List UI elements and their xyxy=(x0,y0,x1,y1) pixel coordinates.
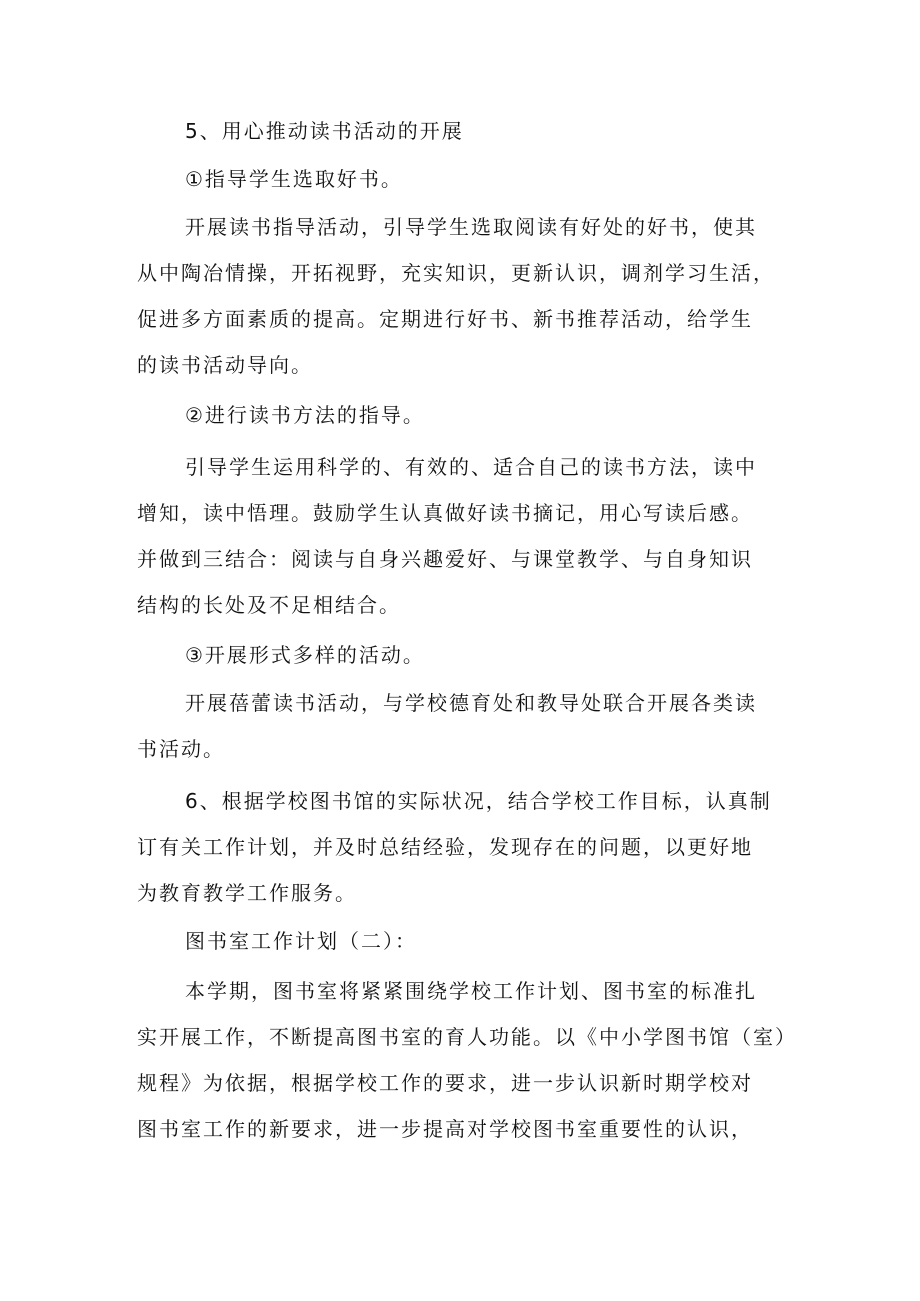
text-line: 图书室工作的新要求，进一步提高对学校图书室重要性的认识， xyxy=(137,1117,753,1141)
text-line: 规程》为依据，根据学校工作的要求，进一步认识新时期学校对 xyxy=(137,1071,753,1095)
text-line: 为教育教学工作服务。 xyxy=(137,881,357,905)
subheading-2 xyxy=(137,392,797,438)
paragraph xyxy=(137,444,797,628)
paragraph xyxy=(137,680,797,772)
text-line: 订有关工作计划，并及时总结经验，发现存在的问题，以更好地 xyxy=(137,835,753,859)
text-line: 结构的长处及不足相结合。 xyxy=(137,593,401,617)
text-line: 本学期，图书室将紧紧围绕学校工作计划、图书室的标准扎 xyxy=(185,979,757,1003)
section-heading-5 xyxy=(137,108,797,154)
text-line: 开展蓓蕾读书活动，与学校德育处和教导处联合开展各类读 xyxy=(185,691,757,715)
text-line: ③开展形式多样的活动。 xyxy=(185,643,425,667)
text-line: 引导学生运用科学的、有效的、适合自己的读书方法，读中 xyxy=(185,455,757,479)
text-line: 增知，读中悟理。鼓励学生认真做好读书摘记，用心写读后感。 xyxy=(137,501,753,525)
text-line: 的读书活动导向。 xyxy=(137,353,313,377)
paragraph xyxy=(137,204,797,388)
subheading-1 xyxy=(137,156,797,202)
paragraph-item-6 xyxy=(137,778,797,916)
paragraph xyxy=(137,968,797,1152)
text-line: 从中陶冶情操，开拓视野，充实知识，更新认识，调剂学习生活， xyxy=(137,261,775,285)
text-line: 图书室工作计划（二）： xyxy=(185,929,417,953)
text-line: 书活动。 xyxy=(137,737,225,761)
text-line: 并做到三结合：阅读与自身兴趣爱好、与课堂教学、与自身知识 xyxy=(137,547,753,571)
text-line: ②进行读书方法的指导。 xyxy=(185,403,425,427)
text-line: 5、用心推动读书活动的开展 xyxy=(185,119,464,143)
text-line: 促进多方面素质的提高。定期进行好书、新书推荐活动，给学生 xyxy=(137,307,753,331)
subheading-3 xyxy=(137,632,797,678)
text-line: 实开展工作，不断提高图书室的育人功能。以《中小学图书馆（室） xyxy=(137,1025,797,1049)
text-line: 6、根据学校图书馆的实际状况，结合学校工作目标，认真制 xyxy=(185,789,772,813)
text-line: 开展读书指导活动，引导学生选取阅读有好处的好书，使其 xyxy=(185,215,757,239)
section-title xyxy=(137,918,797,964)
text-line: ①指导学生选取好书。 xyxy=(185,167,403,191)
